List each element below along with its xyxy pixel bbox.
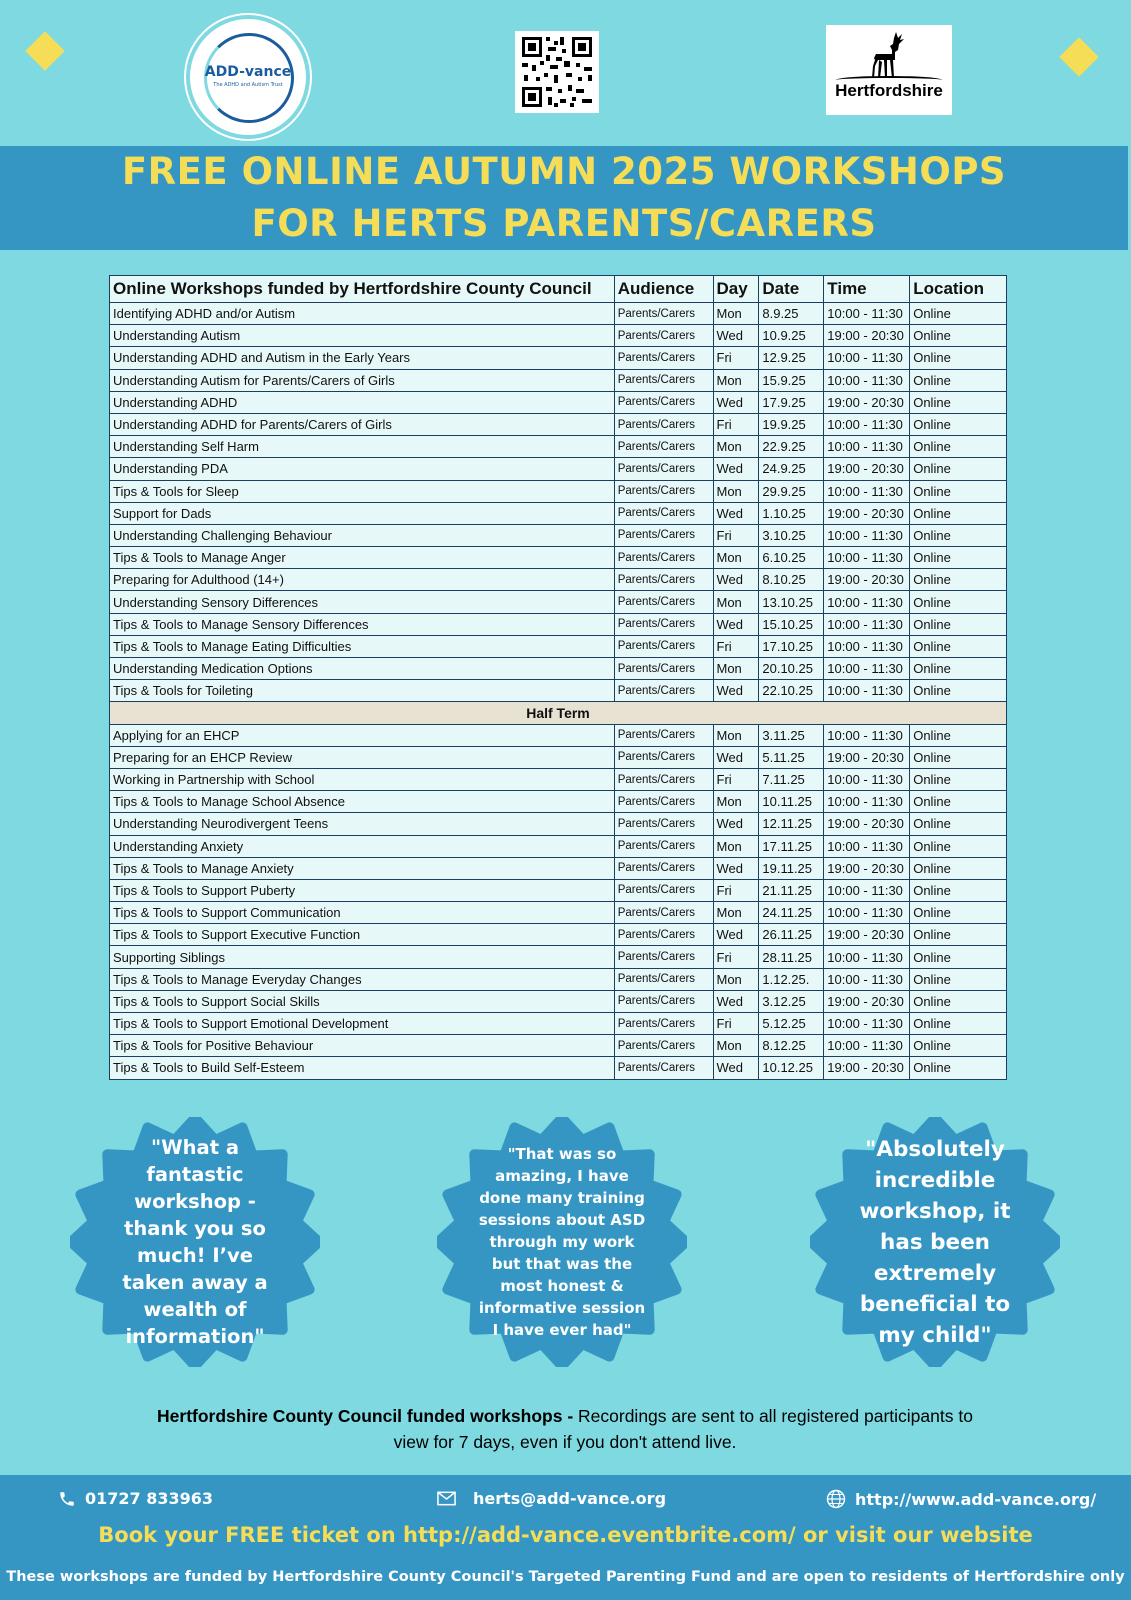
table-row	[110, 680, 1007, 702]
header-location: Location	[910, 276, 1007, 303]
cell-day: Mon	[713, 724, 759, 746]
cell-date: 21.11.25	[759, 879, 824, 901]
cell-date: 20.10.25	[759, 658, 824, 680]
table-row	[110, 613, 1007, 635]
cell-time: 10:00 - 11:30	[824, 902, 910, 924]
cell-time: 10:00 - 11:30	[824, 347, 910, 369]
table-row	[110, 879, 1007, 901]
cell-day: Mon	[713, 480, 759, 502]
cell-location: Online	[910, 458, 1007, 480]
cell-workshop: Understanding ADHD for Parents/Carers of Girls	[110, 413, 615, 435]
cell-audience: Parents/Carers	[614, 1013, 713, 1035]
cell-day: Mon	[713, 835, 759, 857]
quote-badge-2	[437, 1117, 687, 1367]
hertfordshire-logo-name: Hertfordshire	[835, 81, 943, 100]
cell-workshop: Understanding ADHD and Autism in the Early Years	[110, 347, 615, 369]
email-contact[interactable]	[437, 1489, 666, 1508]
cell-audience: Parents/Carers	[614, 480, 713, 502]
cell-audience: Parents/Carers	[614, 835, 713, 857]
cell-date: 10.12.25	[759, 1057, 824, 1079]
cell-workshop: Tips & Tools for Sleep	[110, 480, 615, 502]
table-row	[110, 902, 1007, 924]
cell-workshop: Supporting Siblings	[110, 946, 615, 968]
cell-day: Mon	[713, 547, 759, 569]
cell-day: Mon	[713, 591, 759, 613]
cell-audience: Parents/Carers	[614, 924, 713, 946]
workshop-table	[109, 275, 1007, 1080]
cell-time: 10:00 - 11:30	[824, 791, 910, 813]
table-row	[110, 347, 1007, 369]
cell-time: 10:00 - 11:30	[824, 724, 910, 746]
cell-location: Online	[910, 902, 1007, 924]
cell-location: Online	[910, 303, 1007, 325]
cell-audience: Parents/Carers	[614, 902, 713, 924]
table-row	[110, 303, 1007, 325]
cell-audience: Parents/Carers	[614, 857, 713, 879]
cell-day: Fri	[713, 413, 759, 435]
table-row	[110, 835, 1007, 857]
cell-date: 15.10.25	[759, 613, 824, 635]
cell-date: 12.9.25	[759, 347, 824, 369]
cell-date: 5.11.25	[759, 746, 824, 768]
cell-day: Mon	[713, 968, 759, 990]
cell-audience: Parents/Carers	[614, 680, 713, 702]
table-row	[110, 325, 1007, 347]
cell-audience: Parents/Carers	[614, 1057, 713, 1079]
cell-day: Wed	[713, 613, 759, 635]
cell-workshop: Support for Dads	[110, 502, 615, 524]
cell-workshop: Tips & Tools to Support Puberty	[110, 879, 615, 901]
cell-audience: Parents/Carers	[614, 724, 713, 746]
quote-badge-1	[70, 1117, 320, 1367]
cell-day: Wed	[713, 924, 759, 946]
cell-date: 24.11.25	[759, 902, 824, 924]
header-workshop: Online Workshops funded by Hertfordshire County Council	[110, 276, 615, 303]
cell-workshop: Preparing for an EHCP Review	[110, 746, 615, 768]
cell-day: Mon	[713, 436, 759, 458]
table-row	[110, 547, 1007, 569]
cell-location: Online	[910, 791, 1007, 813]
cell-time: 10:00 - 11:30	[824, 436, 910, 458]
phone-contact[interactable]	[58, 1489, 213, 1508]
cell-workshop: Understanding Challenging Behaviour	[110, 524, 615, 546]
table-row	[110, 480, 1007, 502]
cell-workshop: Understanding Autism for Parents/Carers of Girls	[110, 369, 615, 391]
cell-day: Fri	[713, 524, 759, 546]
diamond-right-icon	[1059, 37, 1099, 77]
phone-icon	[58, 1490, 76, 1508]
cell-time: 19:00 - 20:30	[824, 569, 910, 591]
cell-location: Online	[910, 746, 1007, 768]
cell-workshop: Understanding Sensory Differences	[110, 591, 615, 613]
quote-text-3: "Absolutely incredible workshop, it has been extremely beneficial to my child"	[859, 1136, 1011, 1348]
website-url: http://www.add-vance.org/	[855, 1489, 1097, 1509]
cell-day: Wed	[713, 391, 759, 413]
cell-workshop: Tips & Tools to Support Executive Function	[110, 924, 615, 946]
cell-location: Online	[910, 924, 1007, 946]
cell-time: 19:00 - 20:30	[824, 1057, 910, 1079]
cell-time: 10:00 - 11:30	[824, 591, 910, 613]
cell-audience: Parents/Carers	[614, 746, 713, 768]
diamond-left-icon	[25, 31, 65, 71]
cell-workshop: Tips & Tools to Support Communication	[110, 902, 615, 924]
cell-location: Online	[910, 547, 1007, 569]
cell-workshop: Understanding ADHD	[110, 391, 615, 413]
cell-location: Online	[910, 990, 1007, 1012]
cell-location: Online	[910, 391, 1007, 413]
cell-workshop: Understanding Self Harm	[110, 436, 615, 458]
cell-day: Mon	[713, 902, 759, 924]
notice-bold: Hertfordshire County Council funded workshops -	[157, 1406, 574, 1426]
cell-day: Wed	[713, 857, 759, 879]
table-row	[110, 369, 1007, 391]
cell-location: Online	[910, 857, 1007, 879]
cell-day: Wed	[713, 569, 759, 591]
cell-day: Fri	[713, 635, 759, 657]
cell-date: 29.9.25	[759, 480, 824, 502]
cell-date: 5.12.25	[759, 1013, 824, 1035]
cell-workshop: Tips & Tools for Positive Behaviour	[110, 1035, 615, 1057]
cell-location: Online	[910, 325, 1007, 347]
phone-number: 01727 833963	[85, 1489, 214, 1508]
cell-location: Online	[910, 879, 1007, 901]
cell-time: 19:00 - 20:30	[824, 458, 910, 480]
cell-time: 10:00 - 11:30	[824, 658, 910, 680]
table-row	[110, 436, 1007, 458]
cell-location: Online	[910, 768, 1007, 790]
cell-date: 13.10.25	[759, 591, 824, 613]
cell-time: 19:00 - 20:30	[824, 813, 910, 835]
table-row	[110, 768, 1007, 790]
cell-date: 8.12.25	[759, 1035, 824, 1057]
cell-audience: Parents/Carers	[614, 879, 713, 901]
cell-date: 28.11.25	[759, 946, 824, 968]
cell-day: Wed	[713, 746, 759, 768]
cell-workshop: Understanding Neurodivergent Teens	[110, 813, 615, 835]
table-row	[110, 924, 1007, 946]
cell-date: 17.9.25	[759, 391, 824, 413]
table-header-row	[110, 276, 1007, 303]
cell-time: 10:00 - 11:30	[824, 680, 910, 702]
half-term-row	[110, 702, 1007, 724]
header-day: Day	[713, 276, 759, 303]
table-row	[110, 658, 1007, 680]
cell-audience: Parents/Carers	[614, 990, 713, 1012]
table-body	[110, 303, 1007, 1080]
footer	[0, 1475, 1131, 1600]
table-row	[110, 990, 1007, 1012]
cell-date: 10.11.25	[759, 791, 824, 813]
cell-time: 19:00 - 20:30	[824, 990, 910, 1012]
cell-time: 10:00 - 11:30	[824, 413, 910, 435]
cell-time: 10:00 - 11:30	[824, 303, 910, 325]
cell-workshop: Understanding Medication Options	[110, 658, 615, 680]
cell-time: 10:00 - 11:30	[824, 369, 910, 391]
cell-location: Online	[910, 369, 1007, 391]
title-banner	[0, 146, 1128, 250]
addvance-logo	[186, 15, 310, 139]
cell-time: 19:00 - 20:30	[824, 325, 910, 347]
cell-date: 7.11.25	[759, 768, 824, 790]
banner-title-line2: FOR HERTS PARENTS/CARERS	[251, 202, 877, 245]
table-row	[110, 1035, 1007, 1057]
cell-location: Online	[910, 1057, 1007, 1079]
cell-time: 19:00 - 20:30	[824, 924, 910, 946]
cell-day: Wed	[713, 813, 759, 835]
cell-day: Fri	[713, 946, 759, 968]
globe-icon	[826, 1489, 846, 1509]
cell-day: Wed	[713, 1057, 759, 1079]
recordings-notice	[150, 1403, 980, 1455]
cell-audience: Parents/Carers	[614, 768, 713, 790]
table-row	[110, 502, 1007, 524]
cell-audience: Parents/Carers	[614, 547, 713, 569]
table-row	[110, 1013, 1007, 1035]
quote-badge-3	[810, 1117, 1060, 1367]
cell-workshop: Tips & Tools to Manage Everyday Changes	[110, 968, 615, 990]
cell-audience: Parents/Carers	[614, 591, 713, 613]
cell-day: Fri	[713, 879, 759, 901]
addvance-logo-tagline: The ADHD and Autism Trust	[213, 82, 283, 88]
cell-date: 17.10.25	[759, 635, 824, 657]
cell-date: 12.11.25	[759, 813, 824, 835]
cell-workshop: Tips & Tools for Toileting	[110, 680, 615, 702]
table-row	[110, 1057, 1007, 1079]
cell-audience: Parents/Carers	[614, 635, 713, 657]
cell-date: 1.10.25	[759, 502, 824, 524]
cell-location: Online	[910, 1035, 1007, 1057]
cell-workshop: Tips & Tools to Manage School Absence	[110, 791, 615, 813]
cell-time: 19:00 - 20:30	[824, 857, 910, 879]
cell-location: Online	[910, 613, 1007, 635]
cell-workshop: Tips & Tools to Manage Eating Difficulties	[110, 635, 615, 657]
cell-audience: Parents/Carers	[614, 813, 713, 835]
cell-date: 3.12.25	[759, 990, 824, 1012]
cell-date: 17.11.25	[759, 835, 824, 857]
cell-audience: Parents/Carers	[614, 347, 713, 369]
cell-audience: Parents/Carers	[614, 658, 713, 680]
cell-location: Online	[910, 502, 1007, 524]
cell-day: Fri	[713, 347, 759, 369]
cell-audience: Parents/Carers	[614, 458, 713, 480]
cell-date: 1.12.25.	[759, 968, 824, 990]
cell-location: Online	[910, 680, 1007, 702]
cell-day: Wed	[713, 502, 759, 524]
cell-date: 8.9.25	[759, 303, 824, 325]
email-address: herts@add-vance.org	[473, 1489, 667, 1508]
cell-location: Online	[910, 413, 1007, 435]
cell-day: Wed	[713, 325, 759, 347]
cell-audience: Parents/Carers	[614, 613, 713, 635]
cell-day: Wed	[713, 990, 759, 1012]
qr-code-icon[interactable]	[515, 31, 599, 113]
cell-workshop: Understanding Anxiety	[110, 835, 615, 857]
cell-time: 10:00 - 11:30	[824, 613, 910, 635]
cell-date: 22.10.25	[759, 680, 824, 702]
table-row	[110, 458, 1007, 480]
cell-audience: Parents/Carers	[614, 369, 713, 391]
cell-workshop: Tips & Tools to Build Self-Esteem	[110, 1057, 615, 1079]
table-row	[110, 746, 1007, 768]
cell-day: Mon	[713, 303, 759, 325]
cell-workshop: Applying for an EHCP	[110, 724, 615, 746]
cell-workshop: Preparing for Adulthood (14+)	[110, 569, 615, 591]
cell-audience: Parents/Carers	[614, 325, 713, 347]
cell-date: 19.9.25	[759, 413, 824, 435]
notice-text: Recordings are sent to all registered participants to view for 7 days, even if you don't attend live.	[393, 1406, 973, 1452]
cell-audience: Parents/Carers	[614, 524, 713, 546]
cell-location: Online	[910, 946, 1007, 968]
cell-location: Online	[910, 524, 1007, 546]
cell-audience: Parents/Carers	[614, 968, 713, 990]
banner-title-line1: FREE ONLINE AUTUMN 2025 WORKSHOPS	[121, 150, 1007, 193]
cell-location: Online	[910, 635, 1007, 657]
cell-workshop: Tips & Tools to Support Social Skills	[110, 990, 615, 1012]
cell-date: 24.9.25	[759, 458, 824, 480]
cell-day: Wed	[713, 680, 759, 702]
quote-text-1: "What a fantastic workshop - thank you so much! I’ve taken away a wealth of information"	[122, 1136, 268, 1348]
cell-audience: Parents/Carers	[614, 413, 713, 435]
cell-time: 10:00 - 11:30	[824, 1035, 910, 1057]
cell-day: Fri	[713, 768, 759, 790]
cell-location: Online	[910, 347, 1007, 369]
cell-time: 10:00 - 11:30	[824, 968, 910, 990]
cell-location: Online	[910, 591, 1007, 613]
table-row	[110, 968, 1007, 990]
header-date: Date	[759, 276, 824, 303]
cell-day: Fri	[713, 1013, 759, 1035]
cell-day: Mon	[713, 791, 759, 813]
mail-icon	[437, 1491, 456, 1506]
table-row	[110, 391, 1007, 413]
cell-location: Online	[910, 1013, 1007, 1035]
cell-workshop: Understanding Autism	[110, 325, 615, 347]
cell-date: 15.9.25	[759, 369, 824, 391]
table-row	[110, 413, 1007, 435]
quote-text-2: "That was so amazing, I have done many training sessions about ASD through my work but that was the most honest & informative session I have ever had"	[478, 1145, 646, 1339]
cell-workshop: Working in Partnership with School	[110, 768, 615, 790]
cell-time: 10:00 - 11:30	[824, 879, 910, 901]
cell-time: 19:00 - 20:30	[824, 502, 910, 524]
cell-workshop: Tips & Tools to Manage Sensory Differences	[110, 613, 615, 635]
cell-time: 10:00 - 11:30	[824, 480, 910, 502]
header-audience: Audience	[614, 276, 713, 303]
table-row	[110, 524, 1007, 546]
cell-time: 10:00 - 11:30	[824, 1013, 910, 1035]
cell-day: Wed	[713, 458, 759, 480]
cell-workshop: Understanding PDA	[110, 458, 615, 480]
hertfordshire-logo	[826, 25, 952, 115]
cell-audience: Parents/Carers	[614, 946, 713, 968]
cell-location: Online	[910, 658, 1007, 680]
cell-location: Online	[910, 480, 1007, 502]
cell-audience: Parents/Carers	[614, 1035, 713, 1057]
cell-audience: Parents/Carers	[614, 436, 713, 458]
cell-date: 26.11.25	[759, 924, 824, 946]
cell-workshop: Tips & Tools to Manage Anger	[110, 547, 615, 569]
cell-audience: Parents/Carers	[614, 791, 713, 813]
cell-day: Mon	[713, 1035, 759, 1057]
cell-date: 8.10.25	[759, 569, 824, 591]
cell-date: 22.9.25	[759, 436, 824, 458]
cell-time: 10:00 - 11:30	[824, 946, 910, 968]
cell-location: Online	[910, 968, 1007, 990]
cell-workshop: Tips & Tools to Manage Anxiety	[110, 857, 615, 879]
cell-location: Online	[910, 813, 1007, 835]
cell-audience: Parents/Carers	[614, 569, 713, 591]
cell-time: 10:00 - 11:30	[824, 547, 910, 569]
cell-day: Mon	[713, 369, 759, 391]
table-row	[110, 946, 1007, 968]
half-term-label: Half Term	[110, 702, 1007, 724]
header-time: Time	[824, 276, 910, 303]
cell-time: 10:00 - 11:30	[824, 524, 910, 546]
stag-icon	[866, 30, 914, 80]
cell-location: Online	[910, 835, 1007, 857]
cell-workshop: Tips & Tools to Support Emotional Development	[110, 1013, 615, 1035]
cell-time: 10:00 - 11:30	[824, 635, 910, 657]
cell-time: 10:00 - 11:30	[824, 835, 910, 857]
cell-audience: Parents/Carers	[614, 303, 713, 325]
table-row	[110, 591, 1007, 613]
cell-location: Online	[910, 436, 1007, 458]
cell-day: Mon	[713, 658, 759, 680]
cell-time: 10:00 - 11:30	[824, 768, 910, 790]
funding-statement: These workshops are funded by Hertfordshire County Council's Targeted Parenting Fund and are open to residents of Hertfordshire only	[6, 1569, 1125, 1585]
website-contact[interactable]	[826, 1489, 1096, 1509]
cell-date: 3.10.25	[759, 524, 824, 546]
cell-audience: Parents/Carers	[614, 502, 713, 524]
cell-date: 10.9.25	[759, 325, 824, 347]
addvance-logo-name: ADD-vance	[204, 64, 292, 80]
cell-time: 19:00 - 20:30	[824, 746, 910, 768]
cell-audience: Parents/Carers	[614, 391, 713, 413]
table-row	[110, 724, 1007, 746]
cell-time: 19:00 - 20:30	[824, 391, 910, 413]
table-row	[110, 791, 1007, 813]
cell-location: Online	[910, 724, 1007, 746]
table-row	[110, 569, 1007, 591]
cell-location: Online	[910, 569, 1007, 591]
cell-date: 3.11.25	[759, 724, 824, 746]
table-row	[110, 813, 1007, 835]
cell-date: 6.10.25	[759, 547, 824, 569]
cell-workshop: Identifying ADHD and/or Autism	[110, 303, 615, 325]
table-row	[110, 857, 1007, 879]
booking-link-text[interactable]: Book your FREE ticket on http://add-vance.eventbrite.com/ or visit our website	[98, 1523, 1033, 1547]
cell-date: 19.11.25	[759, 857, 824, 879]
table-row	[110, 635, 1007, 657]
